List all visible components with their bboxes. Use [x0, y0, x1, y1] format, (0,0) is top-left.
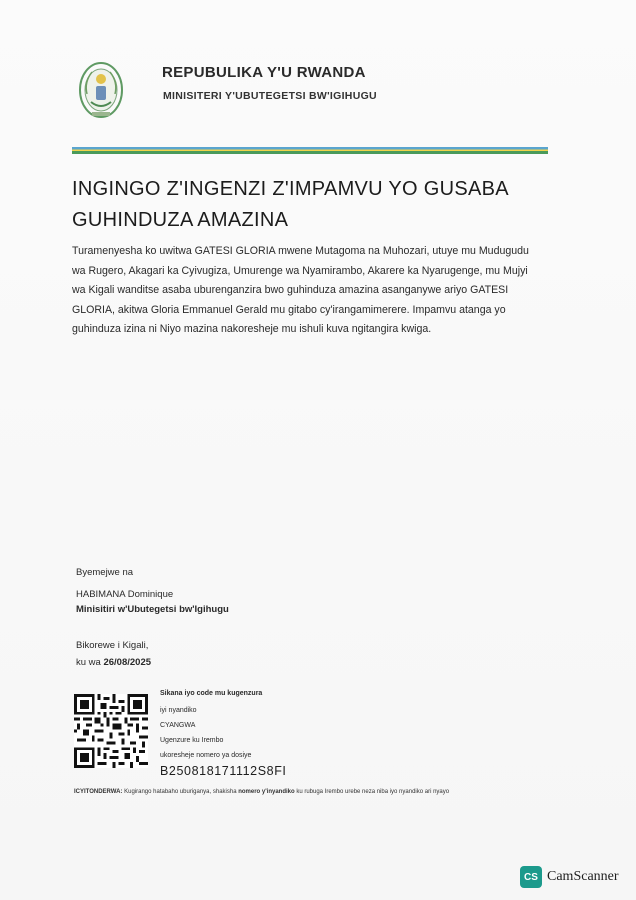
- note-label: ICYITONDERWA:: [74, 789, 123, 795]
- document-title-line-2: GUHINDUZA AMAZINA: [72, 209, 289, 231]
- document-body: [72, 242, 548, 340]
- country-title: REPUBULIKA Y'U RWANDA: [162, 64, 366, 81]
- issue-date-line: [76, 657, 151, 668]
- approved-by-label: Byemejwe na: [76, 567, 134, 578]
- body-line: wa Kigali wanditse asaba uburenganzira bwo guhinduza amazina asanganywe ariyo GATESI: [72, 284, 509, 297]
- camscanner-watermark: [520, 866, 619, 888]
- ministry-subtitle: MINISITERI Y'UBUTEGETSI BW'IGIHUGU: [163, 90, 377, 102]
- reference-number: B250818171112S8FI: [160, 764, 287, 778]
- document-title: [72, 174, 572, 236]
- signer-name: HABIMANA Dominique: [76, 589, 174, 600]
- flag-color-band: [72, 147, 548, 154]
- body-line: Turamenyesha ko uwitwa GATESI GLORIA mwene Mutagoma na Muhozari, utuye mu Mudugudu: [72, 245, 529, 257]
- camscanner-brand: CamScanner: [547, 869, 619, 884]
- rwanda-coat-of-arms-icon: [78, 60, 124, 122]
- body-line: wa Rugero, Akagari ka Cyivugiza, Umurenge wa Nyamirambo, Akarere ka Nyarugenge, mu Mujyi: [72, 264, 528, 277]
- note-text-a: Kugirango hatabaho uburiganya, shakisha: [122, 789, 239, 795]
- verify-irembo-label: Ugenzure ku Irembo: [160, 737, 224, 744]
- note-text-c: ku rubuga Irembo urebe neza niba iyo nyandiko ari nyayo: [294, 789, 450, 795]
- date-prefix: ku wa: [76, 657, 101, 668]
- signer-title: Minisitiri w'Ubutegetsi bw'Igihugu: [76, 604, 229, 615]
- verify-or-label: CYANGWA: [160, 722, 196, 729]
- camscanner-logo-icon: CS: [520, 866, 542, 888]
- warning-note: [74, 789, 544, 795]
- verify-file-number-label: ukoresheje nomero ya dosiye: [160, 752, 252, 759]
- verify-scan-label: Sikana iyo code mu kugenzura: [160, 690, 263, 697]
- qr-code-icon[interactable]: [74, 694, 148, 768]
- body-line: guhinduza izina ni Niyo mazina nakoresheje mu ishuli kuva ngitangira kwiga.: [72, 323, 432, 336]
- body-line: GLORIA, akitwa Gloria Emmanuel Gerald mu gitabo cy'irangamimerere. Impamvu atanga yo: [72, 303, 506, 316]
- document-title-line-1: INGINGO Z'INGENZI Z'IMPAMVU YO GUSABA: [72, 178, 509, 200]
- issue-date: 26/08/2025: [103, 657, 152, 668]
- note-text-b: nomero y'inyandiko: [238, 789, 295, 795]
- issue-place: Bikorewe i Kigali,: [76, 640, 149, 651]
- verify-document-label: iyi nyandiko: [160, 707, 197, 714]
